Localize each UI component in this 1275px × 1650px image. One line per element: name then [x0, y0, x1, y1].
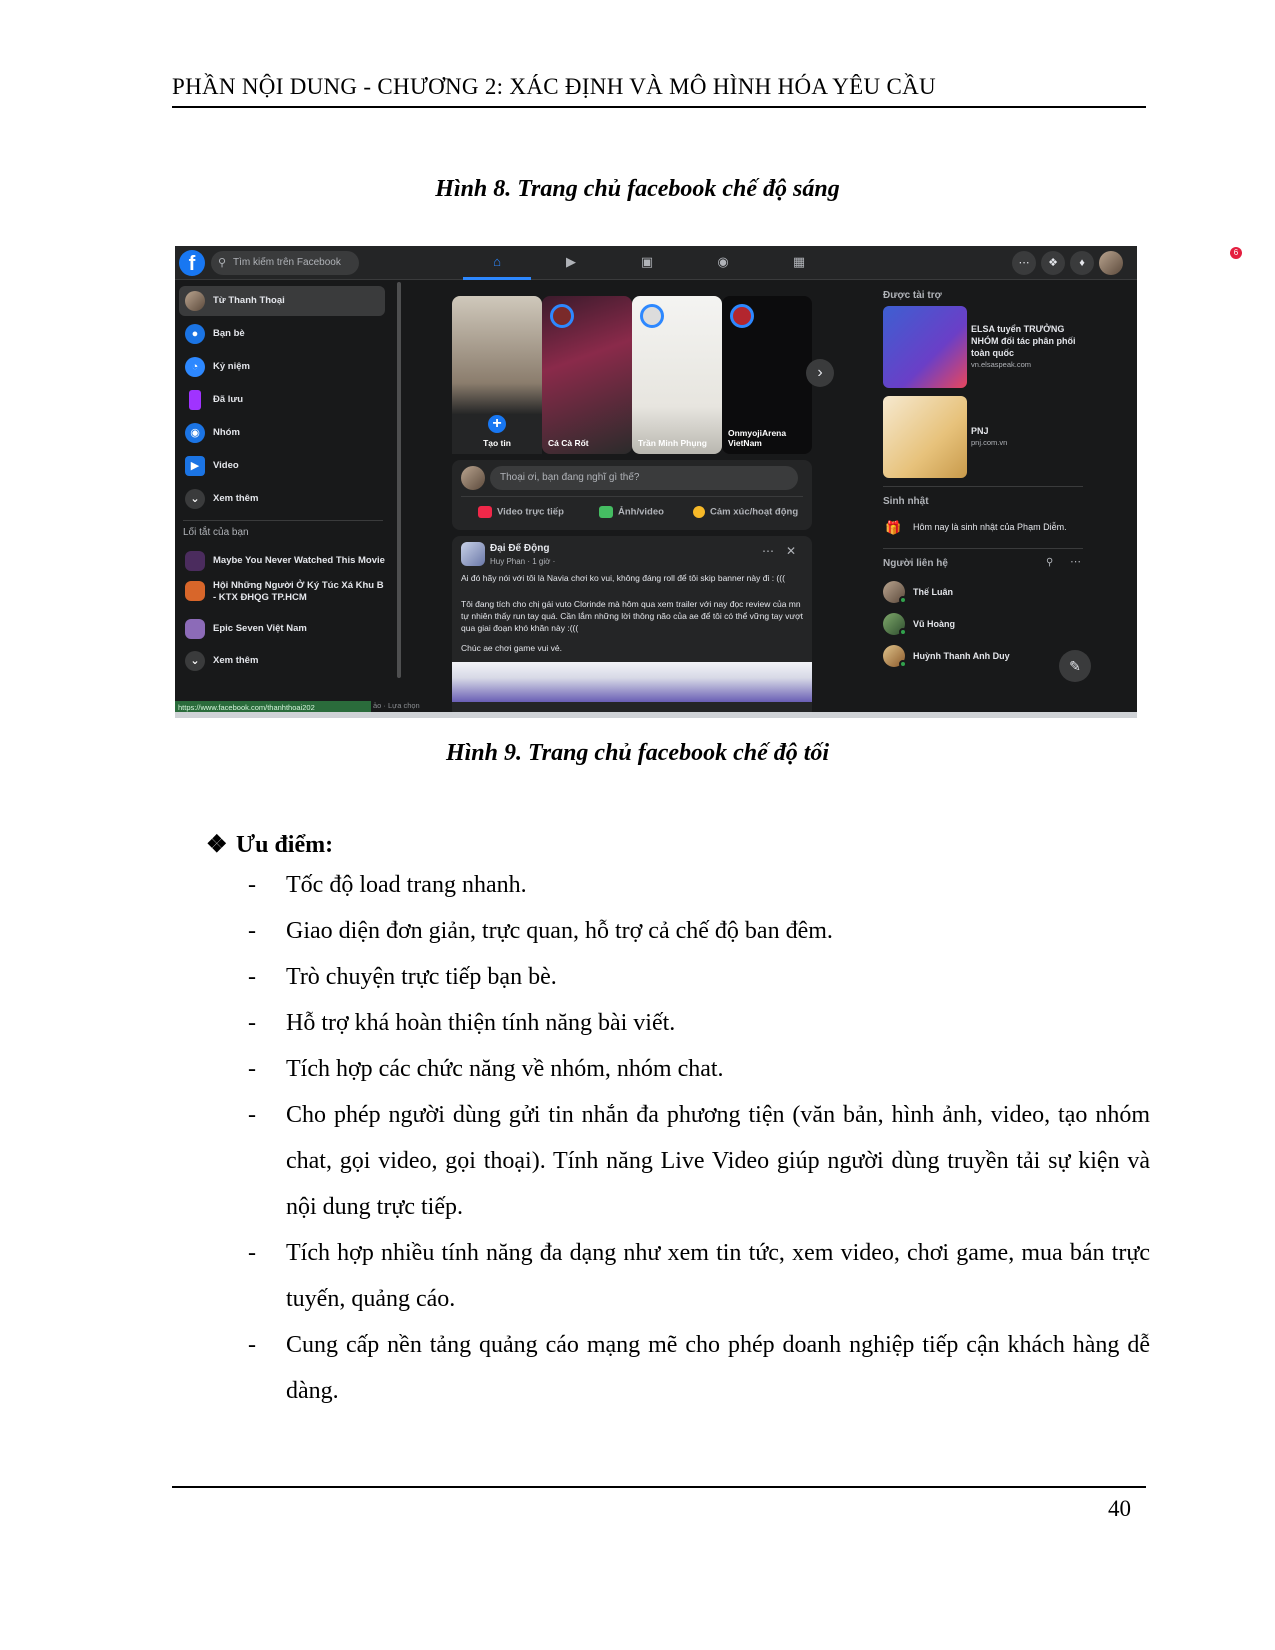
search-icon: ⚲	[218, 257, 227, 269]
group-thumbnail	[185, 551, 205, 571]
left-sidebar	[175, 280, 393, 718]
page-number: 40	[1108, 1496, 1131, 1521]
chevron-down-icon: ⌄	[185, 651, 205, 671]
sidebar-item-label: Đã lưu	[213, 394, 244, 405]
close-icon[interactable]: ✕	[786, 544, 797, 558]
list-item: - Hỗ trợ khá hoàn thiện tính năng bài viết.	[248, 1010, 676, 1036]
contact-item[interactable]: Thế Luân	[883, 578, 1083, 606]
search-icon[interactable]: ⚲	[1046, 557, 1054, 568]
avatar	[550, 304, 574, 328]
new-message-icon[interactable]: ✎	[1059, 650, 1091, 682]
group-thumbnail	[185, 619, 205, 639]
search-placeholder: Tìm kiếm trên Facebook	[233, 257, 341, 268]
groups-icon: ◉	[185, 423, 205, 443]
story-name: OnmyojiArena VietNam	[728, 428, 787, 448]
shortcut-item[interactable]	[179, 546, 385, 576]
header-rule	[172, 106, 1146, 108]
list-item: - Tích hợp nhiều tính năng đa dạng như xem tin tức, xem video, chơi game, mua bán trực tuyến, quảng cáo.	[248, 1240, 1150, 1312]
facebook-topbar	[175, 246, 1239, 280]
ad-title[interactable]: PNJ	[971, 426, 989, 436]
online-indicator	[899, 660, 907, 668]
notification-badge: 6	[1230, 247, 1242, 259]
facebook-screenshot	[175, 246, 1239, 718]
sidebar-item-label: Bạn bè	[213, 328, 245, 339]
story-create[interactable]	[452, 296, 542, 454]
post-composer	[452, 460, 812, 530]
shortcut-label: Hội Những Người Ở Ký Túc Xá Khu B - KTX ĐHQG TP.HCM	[213, 580, 384, 603]
birthday-heading: Sinh nhật	[883, 496, 929, 507]
taskbar-strip	[175, 712, 1137, 718]
post-text: Tôi đang tích cho chị gái vuto Clorinde mà hôm qua xem trailer với nay đọc review của mn tự nhiên thấy run tay quá. Cần lắm những lời thông não của ae để tôi có thể vững tay vượt qua giai đoạn khó khăn này :(((	[461, 599, 804, 633]
shortcuts-heading: Lối tắt của bạn	[183, 527, 249, 538]
sidebar-item-label: Kỷ niệm	[213, 361, 250, 372]
story-card[interactable]	[542, 296, 632, 454]
list-item: - Tốc độ load trang nhanh.	[248, 872, 527, 898]
avatar	[461, 466, 485, 490]
photo-icon	[599, 506, 613, 518]
search-input[interactable]	[211, 251, 359, 275]
home-icon[interactable]: ⌂	[463, 246, 531, 280]
composer-input[interactable]: Thoại ơi, bạn đang nghĩ gì thế?	[490, 466, 798, 490]
sidebar-item-see-more-shortcuts[interactable]	[179, 646, 385, 676]
online-indicator	[899, 596, 907, 604]
store-icon[interactable]: ▣	[640, 254, 654, 269]
status-text: ảo · Lựa chọn	[373, 701, 420, 710]
post-group-name[interactable]: Đại Đế Động	[490, 543, 550, 554]
video-icon[interactable]: ▶	[566, 254, 576, 269]
video-icon: ▶	[185, 456, 205, 476]
figure-8-caption: Hình 8. Trang chủ facebook chế độ sáng	[435, 176, 840, 202]
story-name: Tạo tin	[483, 438, 511, 448]
sidebar-item-groups[interactable]	[179, 418, 385, 448]
ad-url: pnj.com.vn	[971, 438, 1008, 447]
diamond-bullet-icon: ❖	[206, 832, 228, 858]
sidebar-item-label: Từ Thanh Thoại	[213, 295, 285, 306]
live-icon	[478, 506, 492, 518]
section-title: ❖ Ưu điểm:	[206, 832, 334, 858]
grid-icon[interactable]: ⋯	[1012, 251, 1036, 275]
story-card[interactable]	[722, 296, 812, 454]
sidebar-scrollbar[interactable]	[397, 282, 401, 678]
sidebar-item-profile[interactable]	[179, 286, 385, 316]
sponsored-heading: Được tài trợ	[883, 290, 942, 301]
gamepad-icon[interactable]: ▦	[792, 254, 806, 269]
chevron-down-icon: ⌄	[185, 489, 205, 509]
header-title: PHẦN NỘI DUNG - CHƯƠNG 2: XÁC ĐỊNH VÀ MÔ HÌNH HÓA YÊU CẦU	[172, 74, 936, 99]
advantages-list	[244, 862, 1150, 1414]
story-card[interactable]	[632, 296, 722, 454]
groups-icon[interactable]: ◉	[717, 254, 729, 269]
sidebar-item-label: Nhóm	[213, 427, 240, 438]
divider	[183, 520, 383, 521]
chevron-right-icon[interactable]: ›	[806, 359, 834, 387]
list-item: - Tích hợp các chức năng về nhóm, nhóm chat.	[248, 1056, 724, 1082]
facebook-logo-icon[interactable]: f	[179, 250, 205, 276]
list-item: - Giao diện đơn giản, trực quan, hỗ trợ cả chế độ ban đêm.	[248, 918, 833, 944]
feed-post	[452, 536, 812, 718]
list-item: - Trò chuyện trực tiếp bạn bè.	[248, 964, 557, 990]
contact-item[interactable]: Huỳnh Thanh Anh Duy	[883, 642, 1083, 670]
sidebar-item-video[interactable]	[179, 451, 385, 481]
post-image[interactable]	[452, 662, 812, 702]
ad-image[interactable]	[883, 306, 967, 388]
online-indicator	[899, 628, 907, 636]
ad-title[interactable]: ELSA tuyển TRƯỞNG NHÓM đối tác phân phối toàn quốc	[971, 324, 1076, 358]
shortcut-label: Maybe You Never Watched This Movie	[213, 555, 385, 566]
messenger-icon[interactable]: ❖	[1041, 251, 1065, 275]
list-item: - Cho phép người dùng gửi tin nhắn đa phương tiện (văn bản, hình ảnh, video, tạo nhóm chat, gọi video, gọi thoại). Tính năng Live Video giúp người dùng truyền tải sự kiện và nội dung trực tiếp.	[248, 1102, 1150, 1220]
sidebar-item-see-more[interactable]	[179, 484, 385, 514]
more-icon[interactable]: ⋯	[762, 544, 774, 558]
ad-image[interactable]	[883, 396, 967, 478]
bookmark-icon	[189, 390, 201, 410]
shortcut-item[interactable]	[179, 576, 385, 610]
list-item: - Cung cấp nền tảng quảng cáo mạng mẽ cho phép doanh nghiệp tiếp cận khách hàng dễ dàng.	[248, 1332, 1150, 1404]
feeling-button[interactable]: Cảm xúc/hoạt động	[693, 506, 798, 518]
status-url: https://www.facebook.com/thanhthoai202	[175, 701, 371, 714]
gift-icon: 🎁	[885, 520, 902, 535]
post-text: Ai đó hãy nói với tôi là Navia chơi ko vui, không đáng roll để tôi skip banner này đi : (((	[461, 573, 785, 583]
sidebar-item-label: Video	[213, 460, 239, 471]
ad-url: vn.elsaspeak.com	[971, 360, 1032, 369]
sidebar-item-saved[interactable]	[179, 385, 385, 415]
post-text: Chúc ae chơi game vui vẻ.	[461, 643, 563, 653]
avatar	[640, 304, 664, 328]
clock-icon: ◔	[185, 357, 205, 377]
avatar	[730, 304, 754, 328]
sidebar-item-friends[interactable]	[179, 319, 385, 349]
contacts-heading: Người liên hệ	[883, 558, 948, 569]
page-header	[172, 74, 1146, 100]
bell-icon[interactable]: ♦	[1070, 251, 1094, 275]
story-name: Cá Cà Rốt	[548, 438, 589, 448]
group-avatar	[461, 542, 485, 566]
shortcut-label: Epic Seven Việt Nam	[213, 623, 307, 634]
sidebar-item-memories[interactable]	[179, 352, 385, 382]
avatar	[185, 291, 205, 311]
friends-icon: ●	[185, 324, 205, 344]
more-icon[interactable]: ⋯	[1070, 556, 1081, 568]
photo-video-button[interactable]: Ảnh/video	[599, 506, 664, 518]
figure-9-caption: Hình 9. Trang chủ facebook chế độ tối	[445, 740, 830, 766]
contact-item[interactable]: Vũ Hoàng	[883, 610, 1083, 638]
footer-rule	[172, 1486, 1146, 1488]
post-author-time: Huy Phan · 1 giờ ·	[490, 557, 556, 566]
shortcut-item[interactable]	[179, 614, 385, 644]
group-thumbnail	[185, 581, 205, 601]
live-video-button[interactable]: Video trực tiếp	[478, 506, 564, 518]
birthday-text[interactable]: Hôm nay là sinh nhật của Phạm Diễm.	[913, 522, 1067, 532]
sidebar-item-label: Xem thêm	[213, 493, 259, 504]
plus-icon: +	[485, 412, 509, 436]
story-name: Trần Minh Phụng	[638, 438, 707, 448]
sidebar-item-label: Xem thêm	[213, 655, 259, 666]
smile-icon	[693, 506, 705, 518]
profile-avatar[interactable]	[1099, 251, 1123, 275]
